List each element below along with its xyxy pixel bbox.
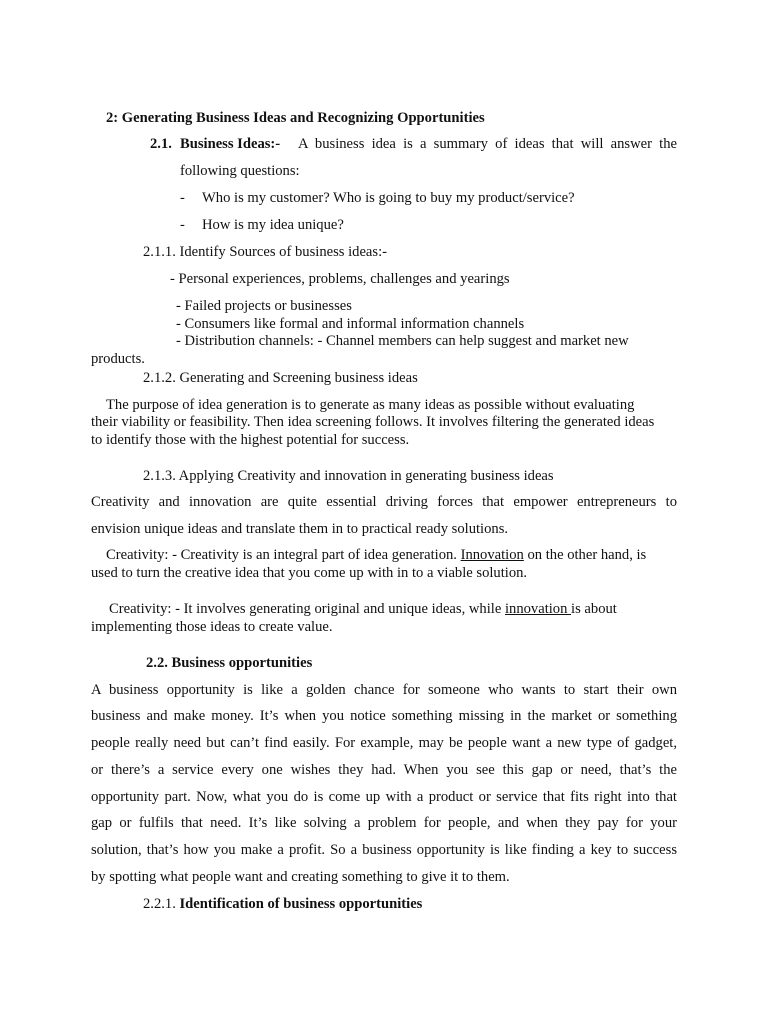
- innovation-underlined: innovation: [504, 601, 572, 617]
- creativity-paragraph-line: Creativity: - Creativity is an integral part of idea generation. Innovation on the other hand, is: [106, 547, 647, 563]
- source-item-cont: products.: [91, 351, 145, 367]
- section-2-1-text: A business idea is a summary of ideas that will answer the: [298, 136, 677, 152]
- paragraph-line: business and make money. It’s when you notice something missing in the market or something: [91, 708, 677, 724]
- paragraph-line: implementing those ideas to create value.: [91, 619, 333, 635]
- section-2-1-number: 2.1.: [150, 136, 172, 152]
- section-2-1-3-title: 2.1.3. Applying Creativity and innovation in generating business ideas: [143, 468, 554, 484]
- source-item: - Consumers like formal and informal information channels: [176, 316, 525, 332]
- bullet-dash: -: [180, 217, 185, 233]
- paragraph-line: opportunity part. Now, what you do is come up with a product or service that fits right into that: [91, 789, 677, 805]
- paragraph-line: or there’s a service every one wishes they had. When you see this gap or need, that’s the: [91, 762, 677, 778]
- bullet-item: How is my idea unique?: [202, 217, 344, 233]
- paragraph-line: people really need but can’t find easily. For example, may be people want a new type of gadget,: [91, 735, 677, 751]
- section-2-1-2-title: 2.1.2. Generating and Screening business ideas: [143, 370, 418, 386]
- page-heading: 2: Generating Business Ideas and Recognizing Opportunities: [106, 110, 485, 126]
- paragraph-line: their viability or feasibility. Then idea screening follows. It involves filtering the generated ideas: [91, 414, 655, 430]
- paragraph-line: by spotting what people want and creating something to give it to them.: [91, 869, 510, 885]
- source-item: - Distribution channels: - Channel members can help suggest and market new: [176, 333, 629, 349]
- section-2-1-title: Business Ideas:-: [180, 136, 281, 152]
- bullet-item: Who is my customer? Who is going to buy my product/service?: [202, 190, 575, 206]
- paragraph-line: gap or fulfils that need. It’s like solving a problem for people, and when they pay for your: [91, 815, 677, 831]
- innovation-underlined: Innovation: [460, 547, 524, 563]
- source-item: - Failed projects or businesses: [176, 298, 352, 314]
- paragraph-line: envision unique ideas and translate them in to practical ready solutions.: [91, 521, 509, 537]
- source-item: - Personal experiences, problems, challenges and yearings: [170, 271, 510, 287]
- section-2-2-1-title: 2.2.1. Identification of business opportunities: [143, 896, 423, 912]
- paragraph-line: solution, that’s how you make a profit. So a business opportunity is like finding a key to success: [91, 842, 677, 858]
- section-2-2-title: 2.2. Business opportunities: [146, 655, 313, 671]
- section-2-1-text-cont: following questions:: [180, 163, 300, 179]
- paragraph-line: The purpose of idea generation is to generate as many ideas as possible without evaluating: [106, 397, 635, 413]
- creativity-paragraph-line: Creativity: - It involves generating original and unique ideas, while innovation is about: [109, 601, 617, 617]
- bullet-dash: -: [180, 190, 185, 206]
- section-2-1-1-title: 2.1.1. Identify Sources of business ideas:-: [143, 244, 387, 260]
- paragraph-line: A business opportunity is like a golden chance for someone who wants to start their own: [91, 682, 677, 698]
- paragraph-line: used to turn the creative idea that you come up with in to a viable solution.: [91, 565, 528, 581]
- paragraph-line: to identify those with the highest potential for success.: [91, 432, 410, 448]
- paragraph-line: Creativity and innovation are quite essential driving forces that empower entrepreneurs to: [91, 494, 677, 510]
